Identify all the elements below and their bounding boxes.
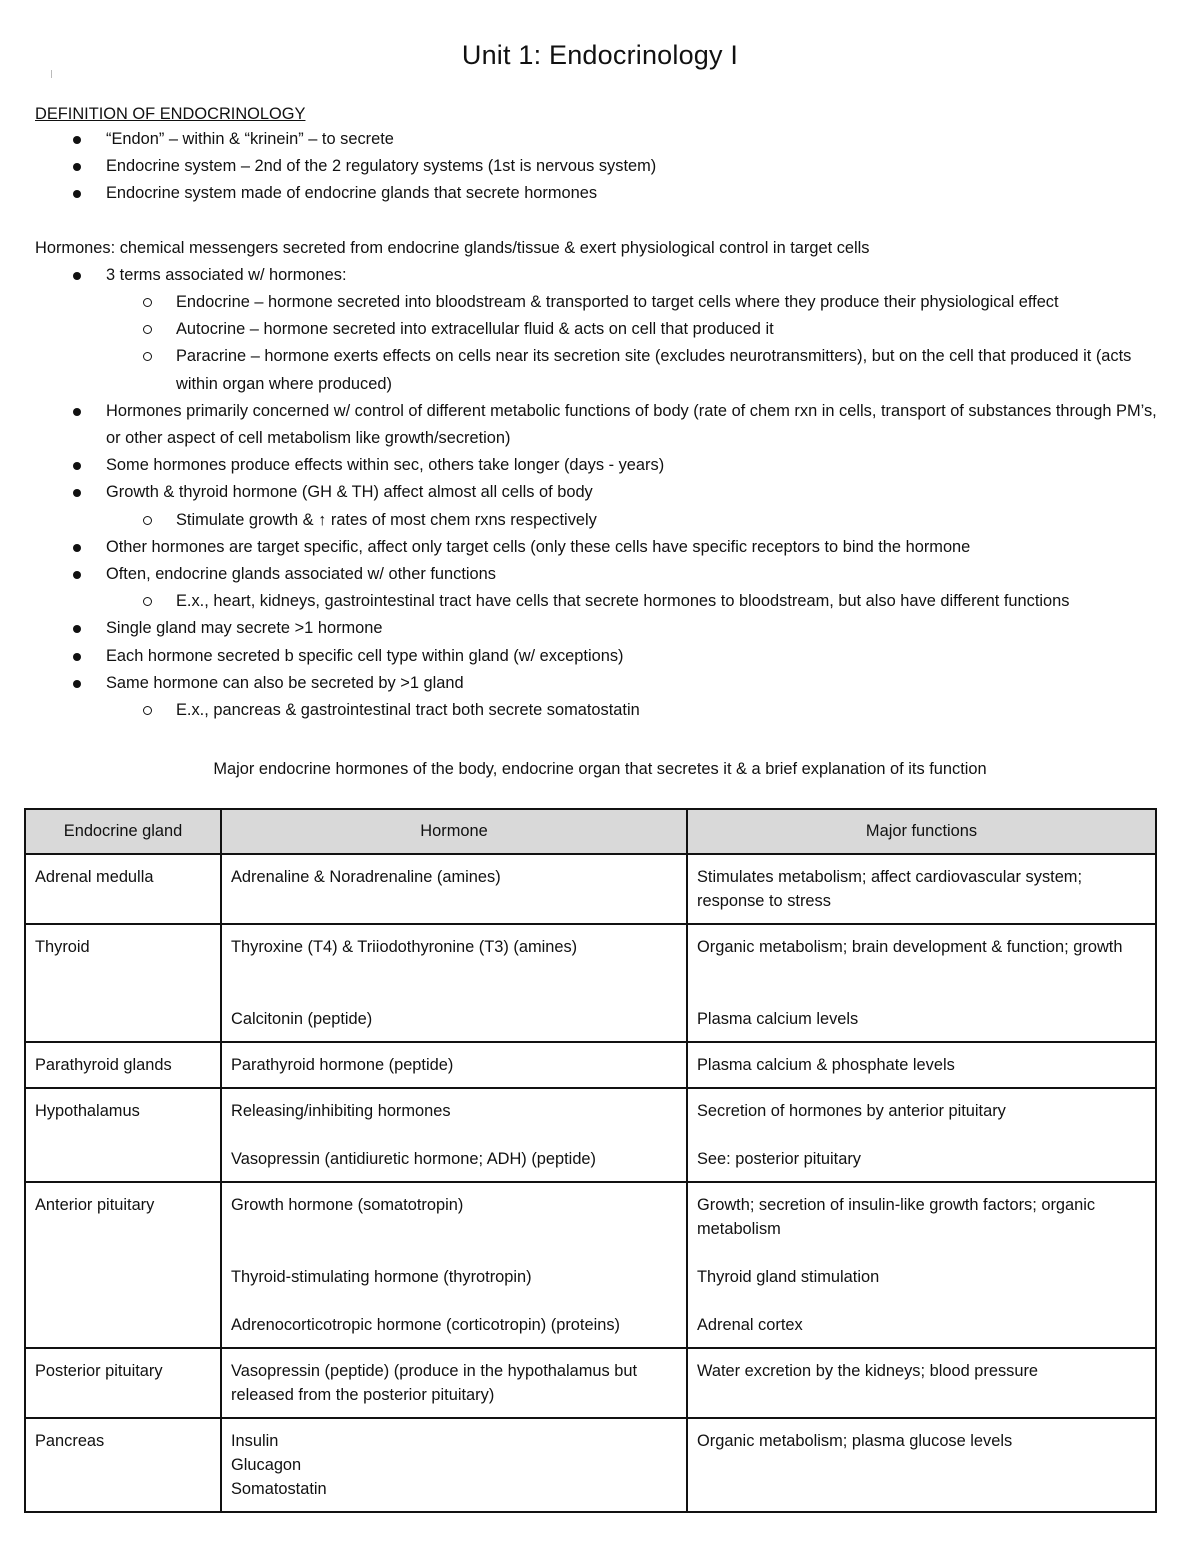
spacer — [35, 208, 1175, 235]
bullet-icon — [73, 163, 81, 171]
function-entry: Water excretion by the kidneys; blood pressure — [697, 1362, 1039, 1380]
list-item — [35, 180, 1175, 207]
function-cell — [687, 1348, 1156, 1418]
list-item-text: Other hormones are target specific, affect only target cells (only these cells have specific receptors to bind the hormone — [106, 537, 971, 556]
list-item — [35, 398, 1175, 452]
list-item-text: Growth & thyroid hormone (GH & TH) affect almost all cells of body — [106, 483, 593, 502]
list-item — [35, 452, 1175, 479]
list-item-text: Each hormone secreted b specific cell type within gland (w/ exceptions) — [106, 646, 624, 665]
bullet-icon — [73, 408, 81, 416]
bullet-icon — [73, 680, 81, 688]
list-item-text: Single gland may secrete >1 hormone — [106, 619, 383, 638]
sub-item-text: E.x., pancreas & gastrointestinal tract both secrete somatostatin — [176, 701, 640, 720]
table-row — [25, 1418, 1156, 1512]
bullet-icon — [73, 462, 81, 470]
list-item — [35, 534, 1175, 561]
gland-cell: Thyroid — [25, 924, 221, 1042]
gland-cell: Anterior pituitary — [25, 1182, 221, 1348]
list-item-text: Hormones primarily concerned w/ control of different metabolic functions of body (rate of chem rxn in cells, transport of substances through PM’s, or other aspect of cell metabolism like growth/secretion) — [106, 401, 1157, 448]
table-caption: Major endocrine hormones of the body, endocrine organ that secretes it & a brief explanation of its function — [213, 760, 987, 778]
list-item — [35, 262, 1175, 289]
bullet-icon — [73, 272, 81, 280]
circle-bullet-icon — [143, 597, 152, 606]
page-mark — [51, 70, 52, 78]
table-row — [25, 1348, 1156, 1418]
gland-cell: Hypothalamus — [25, 1088, 221, 1182]
table-row — [25, 854, 1156, 924]
bullet-icon — [73, 544, 81, 552]
gland-cell: Pancreas — [25, 1418, 221, 1512]
table-row — [25, 1182, 1156, 1348]
table-header-row — [25, 809, 1156, 854]
hormone-entry: Somatostatin — [231, 1480, 327, 1498]
list-item-text: 3 terms associated w/ hormones: — [106, 265, 347, 284]
list-item — [35, 153, 1175, 180]
gland-cell: Adrenal medulla — [25, 854, 221, 924]
sub-item-text: Stimulate growth & ↑ rates of most chem rxns respectively — [176, 510, 597, 529]
function-cell — [687, 854, 1156, 924]
hormones-intro: Hormones: chemical messengers secreted from endocrine glands/tissue & exert physiological control in target cells — [35, 238, 870, 257]
bullet-icon — [73, 136, 81, 144]
hormone-cell — [221, 1418, 687, 1512]
hormone-cell — [221, 924, 687, 1042]
hormone-entry: Parathyroid hormone (peptide) — [231, 1056, 454, 1074]
hormone-entry: Thyroid-stimulating hormone (thyrotropin) — [231, 1268, 532, 1286]
sub-list-item — [35, 316, 1175, 343]
sub-item-text: Autocrine – hormone secreted into extracellular fluid & acts on cell that produced it — [176, 320, 774, 339]
bullet-icon — [73, 625, 81, 633]
list-item — [35, 670, 1175, 697]
function-cell — [687, 1418, 1156, 1512]
notes-body — [35, 102, 1175, 724]
sub-list-item — [35, 697, 1175, 724]
hormone-entry: Adrenaline & Noradrenaline (amines) — [231, 868, 501, 886]
hormone-cell — [221, 1182, 687, 1348]
function-cell — [687, 1042, 1156, 1088]
function-entry: Growth; secretion of insulin-like growth factors; organic metabolism — [697, 1196, 1096, 1238]
list-item-text: “Endon” – within & “krinein” – to secrete — [106, 130, 394, 148]
list-item — [35, 643, 1175, 670]
hormone-cell — [221, 1088, 687, 1182]
function-entry: Adrenal cortex — [697, 1316, 803, 1334]
hormone-entry: Releasing/inhibiting hormones — [231, 1102, 451, 1120]
function-entry: Stimulates metabolism; affect cardiovascular system; response to stress — [697, 868, 1083, 910]
function-entry: Organic metabolism; brain development & function; growth — [697, 938, 1123, 956]
hormone-entry: Adrenocorticotropic hormone (corticotropin) (proteins) — [231, 1316, 620, 1334]
definition-list — [35, 126, 1175, 208]
table-row — [25, 1042, 1156, 1088]
circle-bullet-icon — [143, 298, 152, 307]
hormone-entry: Growth hormone (somatotropin) — [231, 1196, 464, 1214]
column-header: Endocrine gland — [25, 809, 221, 854]
list-item-text: Endocrine system – 2nd of the 2 regulatory systems (1st is nervous system) — [106, 157, 657, 176]
function-entry: Secretion of hormones by anterior pituitary — [697, 1102, 1006, 1120]
sub-list-item — [35, 289, 1175, 316]
column-header: Hormone — [221, 809, 687, 854]
hormones-table — [24, 808, 1157, 1513]
hormone-cell — [221, 1042, 687, 1088]
sub-list-item — [35, 343, 1175, 397]
hormone-entry: Calcitonin (peptide) — [231, 1010, 373, 1028]
hormone-entry: Vasopressin (peptide) (produce in the hypothalamus but released from the posterior pituitary) — [231, 1362, 638, 1404]
bullet-icon — [73, 489, 81, 497]
circle-bullet-icon — [143, 325, 152, 334]
circle-bullet-icon — [143, 706, 152, 715]
sub-list-item — [35, 588, 1175, 615]
hormone-entry: Insulin — [231, 1432, 279, 1450]
table-row — [25, 924, 1156, 1042]
function-entry: See: posterior pituitary — [697, 1150, 861, 1168]
hormones-list — [35, 262, 1175, 724]
list-item — [35, 615, 1175, 642]
function-cell — [687, 1182, 1156, 1348]
list-item — [35, 126, 1175, 153]
list-item-text: Some hormones produce effects within sec, others take longer (days - years) — [106, 456, 665, 475]
definition-heading: DEFINITION OF ENDOCRINOLOGY — [35, 105, 306, 123]
hormone-entry: Vasopressin (antidiuretic hormone; ADH) (peptide) — [231, 1150, 597, 1168]
list-item — [35, 479, 1175, 506]
function-entry: Plasma calcium & phosphate levels — [697, 1056, 955, 1074]
page-title: Unit 1: Endocrinology I — [461, 40, 739, 70]
list-item — [35, 561, 1175, 588]
list-item-text: Same hormone can also be secreted by >1 gland — [106, 673, 464, 692]
hormone-entry: Thyroxine (T4) & Triiodothyronine (T3) (amines) — [231, 938, 578, 956]
bullet-icon — [73, 653, 81, 661]
function-cell — [687, 1088, 1156, 1182]
function-entry: Organic metabolism; plasma glucose levels — [697, 1432, 1013, 1450]
sub-item-text: Endocrine – hormone secreted into bloodstream & transported to target cells where they produce their physiological effect — [176, 293, 1059, 312]
column-header: Major functions — [687, 809, 1156, 854]
list-item-text: Endocrine system made of endocrine glands that secrete hormones — [106, 184, 598, 203]
function-entry: Thyroid gland stimulation — [697, 1268, 880, 1286]
sub-item-text: Paracrine – hormone exerts effects on cells near its secretion site (excludes neurotransmitters), but on the cell that produced it (acts within organ where produced) — [176, 347, 1132, 393]
gland-cell: Posterior pituitary — [25, 1348, 221, 1418]
sub-item-text: E.x., heart, kidneys, gastrointestinal tract have cells that secrete hormones to bloodstream, but also have different functions — [176, 592, 1070, 611]
sub-list-item — [35, 507, 1175, 534]
hormone-cell — [221, 854, 687, 924]
function-cell — [687, 924, 1156, 1042]
table-row — [25, 1088, 1156, 1182]
bullet-icon — [73, 190, 81, 198]
hormone-cell — [221, 1348, 687, 1418]
hormone-entry: Glucagon — [231, 1456, 302, 1474]
gland-cell: Parathyroid glands — [25, 1042, 221, 1088]
list-item-text: Often, endocrine glands associated w/ other functions — [106, 565, 496, 584]
circle-bullet-icon — [143, 516, 152, 525]
bullet-icon — [73, 571, 81, 579]
circle-bullet-icon — [143, 352, 152, 361]
function-entry: Plasma calcium levels — [697, 1010, 859, 1028]
